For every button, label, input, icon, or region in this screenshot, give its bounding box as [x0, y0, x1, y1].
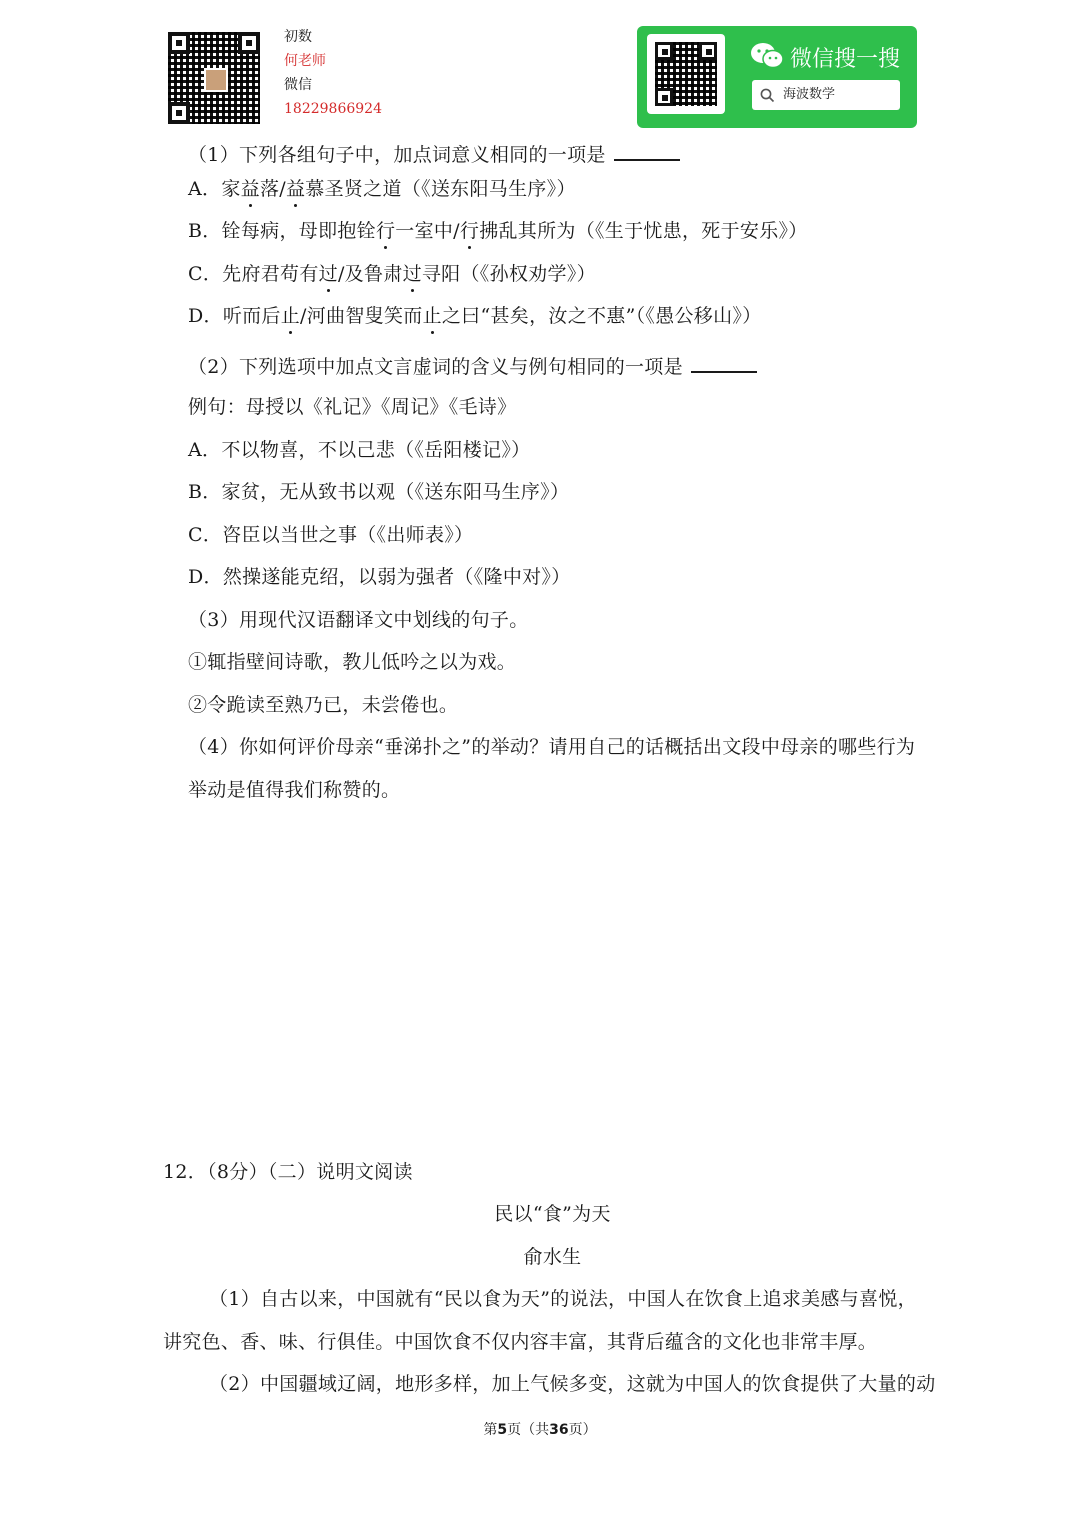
- q2-option-d[interactable]: D．然操遂能克绍，以弱为强者（《隆中对》）: [188, 566, 571, 588]
- option-text: 寻阳（《孙权劝学》）: [421, 263, 596, 285]
- page-footer: [0, 1419, 1080, 1439]
- q1-option-d[interactable]: [188, 304, 762, 328]
- option-text: C．先府君苟有: [188, 263, 319, 285]
- teacher-qr-code-icon: [168, 32, 260, 124]
- q2-stem: [188, 353, 757, 379]
- option-text: A．家: [188, 178, 241, 200]
- contact-teacher-name: 何老师: [284, 53, 326, 69]
- article-author: 俞水生: [523, 1246, 582, 1268]
- dotted-word: 止: [280, 305, 301, 327]
- option-text: 拂乱其所为（《生于忧患，死于安乐》）: [479, 220, 808, 242]
- option-text: B．铨每病，母即抱铨: [188, 220, 376, 242]
- q4-line-2: 举动是值得我们称赞的。: [188, 779, 401, 801]
- q3-stem: （3）用现代汉语翻译文中划线的句子。: [188, 609, 529, 631]
- dotted-word: 过: [402, 263, 422, 285]
- wechat-search-banner[interactable]: [637, 26, 917, 128]
- article-p2-line-1: （2）中国疆域辽阔，地形多样，加上气候多变，这就为中国人的饮食提供了大量的动: [209, 1373, 936, 1395]
- option-text: D．听而后: [188, 305, 281, 327]
- q1-option-b[interactable]: [188, 219, 808, 243]
- dotted-word: 益: [285, 178, 306, 200]
- option-text: 一室中/: [395, 220, 460, 242]
- banner-qr-code-icon: [655, 42, 717, 106]
- footer-text: 第: [483, 1422, 498, 1438]
- contact-line-3: 微信: [284, 77, 312, 93]
- dotted-word: 止: [422, 305, 442, 327]
- search-value: 海波数学: [783, 87, 836, 102]
- option-text: 落/: [259, 178, 286, 200]
- article-p1-line-2: 讲究色、香、味、行俱佳。中国饮食不仅内容丰富，其背后蕴含的文化也非常丰厚。: [163, 1331, 878, 1353]
- option-text: 之曰“甚矣，汝之不惠”（《愚公移山》）: [441, 305, 762, 327]
- contact-line-1: 初数: [284, 29, 312, 45]
- q1-stem: [188, 141, 680, 167]
- article-title: 民以“食”为天: [494, 1203, 611, 1225]
- option-text: /河曲智叟笑而: [300, 305, 423, 327]
- banner-qr-frame: [647, 34, 725, 114]
- footer-text: 页（共: [507, 1422, 550, 1438]
- answer-blank[interactable]: [691, 353, 757, 373]
- option-text: /及鲁肃: [337, 263, 403, 285]
- wechat-icon: [750, 42, 784, 70]
- answer-blank[interactable]: [614, 141, 680, 161]
- q3-sentence-1: ①辄指壁间诗歌，教儿低吟之以为戏。: [188, 651, 517, 673]
- article-p1-line-1: （1）自古以来，中国就有“民以食为天”的说法，中国人在饮食上追求美感与喜悦，: [209, 1288, 917, 1310]
- q2-option-b[interactable]: B．家贫，无从致书以观（《送东阳马生序》）: [188, 481, 570, 503]
- q1-stem-text: （1）下列各组句子中，加点词意义相同的一项是: [188, 144, 606, 166]
- page-number: 5: [497, 1422, 508, 1438]
- option-text: 慕圣贤之道（《送东阳马生序》）: [305, 178, 576, 200]
- q2-option-c[interactable]: C．咨臣以当世之事（《出师表》）: [188, 524, 474, 546]
- dotted-word: 行: [459, 220, 480, 242]
- search-icon: [760, 88, 775, 103]
- q2-option-a[interactable]: A．不以物喜，不以己悲（《岳阳楼记》）: [188, 439, 531, 461]
- q1-option-c[interactable]: [188, 262, 596, 286]
- dotted-word: 益: [240, 178, 260, 200]
- q1-option-a[interactable]: [188, 177, 576, 201]
- footer-text: 页）: [568, 1422, 597, 1438]
- search-input[interactable]: [752, 80, 900, 110]
- q3-sentence-2: ②令跪读至熟乃已，未尝倦也。: [188, 694, 459, 716]
- dotted-word: 过: [318, 263, 338, 285]
- dotted-word: 行: [375, 220, 396, 242]
- banner-title: 微信搜一搜: [790, 47, 901, 72]
- q4-line-1: （4）你如何评价母亲“垂涕扑之”的举动？请用自己的话概括出文段中母亲的哪些行为: [188, 736, 916, 758]
- q2-example: 例句：母授以《礼记》《周记》《毛诗》: [188, 396, 517, 418]
- q2-stem-text: （2）下列选项中加点文言虚词的含义与例句相同的一项是: [188, 356, 683, 378]
- q12-heading: 12．（8分）（二）说明文阅读: [163, 1161, 413, 1183]
- contact-phone: 18229866924: [284, 101, 382, 117]
- page-total: 36: [549, 1422, 569, 1438]
